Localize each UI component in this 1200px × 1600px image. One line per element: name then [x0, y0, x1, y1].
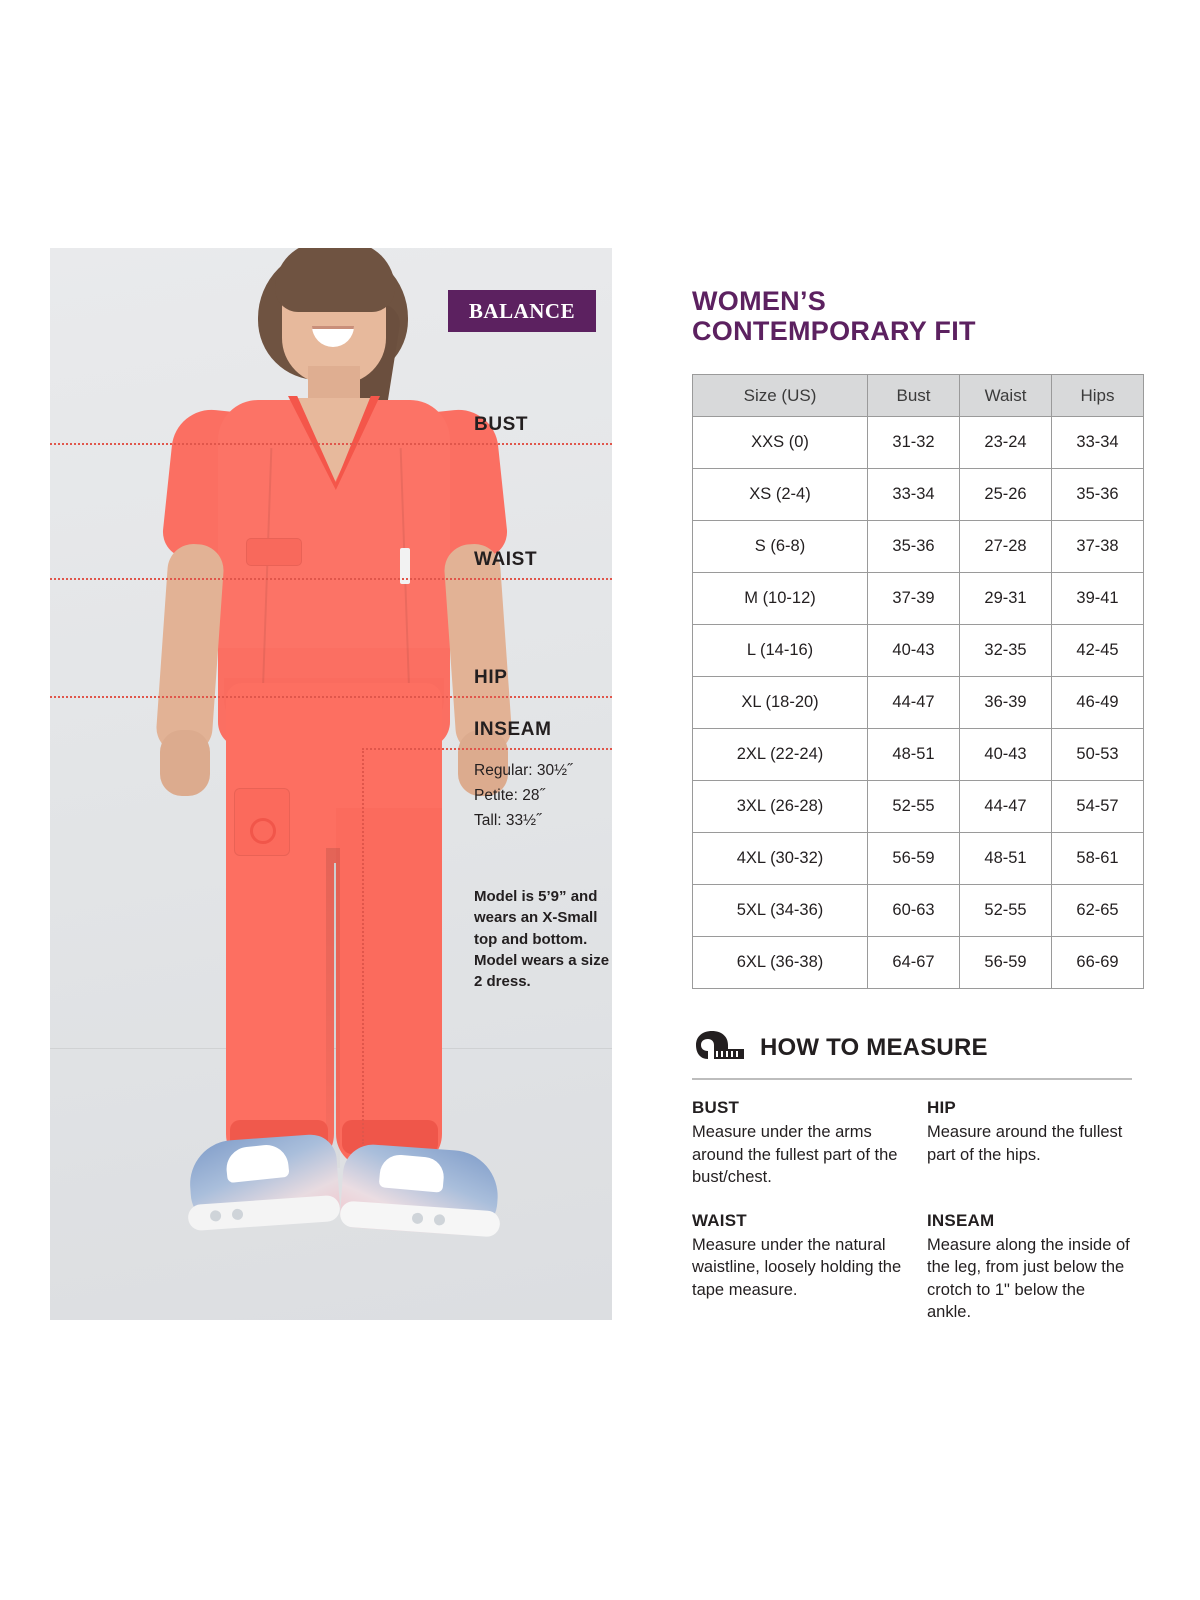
model-description-note: Model is 5’9” and wears an X-Small top and bottom. Model wears a size 2 dress.: [474, 888, 610, 991]
guide-line-inseam-horizontal: [362, 748, 612, 750]
cell-hips: 62-65: [1052, 885, 1144, 937]
guide-label-waist: WAIST: [474, 549, 538, 570]
how-to-measure-grid: [692, 1098, 1132, 1323]
cell-waist: 40-43: [960, 729, 1052, 781]
sneaker-sole-hole: [210, 1210, 222, 1222]
cell-waist: 52-55: [960, 885, 1052, 937]
cell-bust: 48-51: [868, 729, 960, 781]
sneaker-sole-hole: [232, 1208, 244, 1220]
table-header-row: [693, 375, 1144, 417]
measure-desc-inseam: Measure along the inside of the leg, from just below the crotch to 1" below the ankle.: [927, 1235, 1130, 1322]
scrub-jogger-leg-left: [226, 808, 334, 1168]
guide-line-inseam-vertical: [362, 748, 364, 1144]
guide-label-inseam: INSEAM: [474, 719, 552, 740]
cell-bust: 64-67: [868, 937, 960, 989]
sneaker-sole-hole: [434, 1214, 446, 1226]
guide-line-waist: [50, 578, 612, 580]
guide-label-bust: BUST: [474, 414, 529, 435]
cell-size: 2XL (22-24): [693, 729, 868, 781]
column-header-hips: Hips: [1052, 375, 1144, 417]
measure-item-bust: [692, 1098, 927, 1188]
sneaker-sole-hole: [412, 1212, 424, 1224]
cell-hips: 33-34: [1052, 417, 1144, 469]
guide-line-hip: [50, 696, 612, 698]
cell-bust: 44-47: [868, 677, 960, 729]
inseam-note-tall: Tall: 33½˝: [474, 812, 542, 829]
brand-badge-label: BALANCE: [468, 298, 576, 323]
guide-label-hip: HIP: [474, 667, 508, 688]
cell-size: 6XL (36-38): [693, 937, 868, 989]
scrub-top-pocket: [246, 538, 302, 566]
cell-size: 4XL (30-32): [693, 833, 868, 885]
cell-hips: 54-57: [1052, 781, 1144, 833]
cell-waist: 23-24: [960, 417, 1052, 469]
cell-size: L (14-16): [693, 625, 868, 677]
cell-hips: 58-61: [1052, 833, 1144, 885]
section-divider: [692, 1078, 1132, 1080]
column-header-bust: Bust: [868, 375, 960, 417]
measure-desc-hip: Measure around the fullest part of the hips.: [927, 1123, 1123, 1164]
measure-desc-waist: Measure under the natural waistline, loosely holding the tape measure.: [692, 1235, 902, 1299]
table-row: [693, 937, 1144, 989]
table-row: [693, 417, 1144, 469]
tape-measure-icon: [692, 1029, 748, 1066]
cell-waist: 32-35: [960, 625, 1052, 677]
table-row: [693, 573, 1144, 625]
cell-hips: 37-38: [1052, 521, 1144, 573]
cell-size: M (10-12): [693, 573, 868, 625]
scrub-jogger-leg-right: [336, 808, 442, 1168]
cell-hips: 39-41: [1052, 573, 1144, 625]
cell-size: S (6-8): [693, 521, 868, 573]
how-to-measure-header: [692, 1029, 1132, 1066]
model-photo-panel: [50, 248, 612, 1320]
cell-bust: 56-59: [868, 833, 960, 885]
inseam-note-regular: Regular: 30½˝: [474, 762, 573, 779]
table-row: [693, 677, 1144, 729]
table-row: [693, 885, 1144, 937]
table-row: [693, 781, 1144, 833]
measure-item-waist: [692, 1211, 927, 1324]
inseam-note-petite: Petite: 28˝: [474, 787, 545, 804]
guide-line-bust: [50, 443, 612, 445]
cell-waist: 56-59: [960, 937, 1052, 989]
measure-term-hip: HIP: [927, 1098, 956, 1118]
cell-bust: 40-43: [868, 625, 960, 677]
table-row: [693, 625, 1144, 677]
model-arm-left: [155, 542, 226, 755]
cell-size: XL (18-20): [693, 677, 868, 729]
model-hair-front: [275, 248, 395, 312]
cell-hips: 35-36: [1052, 469, 1144, 521]
cell-waist: 25-26: [960, 469, 1052, 521]
measure-item-hip: [927, 1098, 1132, 1188]
brand-badge: [448, 290, 596, 332]
cell-waist: 48-51: [960, 833, 1052, 885]
size-chart-table: [692, 374, 1144, 989]
page-title-line-1: WOMEN’S: [692, 286, 827, 316]
model-hand-left: [160, 730, 210, 796]
cell-size: XS (2-4): [693, 469, 868, 521]
jogger-inseam-shadow: [326, 848, 340, 1168]
cell-waist: 29-31: [960, 573, 1052, 625]
cell-bust: 31-32: [868, 417, 960, 469]
table-row: [693, 521, 1144, 573]
cell-hips: 66-69: [1052, 937, 1144, 989]
measure-term-bust: BUST: [692, 1098, 740, 1118]
cell-size: 3XL (26-28): [693, 781, 868, 833]
cell-hips: 42-45: [1052, 625, 1144, 677]
cell-hips: 46-49: [1052, 677, 1144, 729]
cell-bust: 35-36: [868, 521, 960, 573]
cell-bust: 52-55: [868, 781, 960, 833]
table-row: [693, 833, 1144, 885]
how-to-measure-title: HOW TO MEASURE: [760, 1033, 988, 1061]
jogger-pocket-loop: [250, 818, 276, 844]
cell-hips: 50-53: [1052, 729, 1144, 781]
column-header-size: Size (US): [693, 375, 868, 417]
column-header-waist: Waist: [960, 375, 1052, 417]
cell-waist: 44-47: [960, 781, 1052, 833]
cell-bust: 37-39: [868, 573, 960, 625]
cell-waist: 36-39: [960, 677, 1052, 729]
page-title-line-2: CONTEMPORARY FIT: [692, 316, 976, 347]
cell-waist: 27-28: [960, 521, 1052, 573]
measure-term-waist: WAIST: [692, 1210, 747, 1230]
cell-bust: 60-63: [868, 885, 960, 937]
table-row: [693, 729, 1144, 781]
table-row: [693, 469, 1144, 521]
measure-desc-bust: Measure under the arms around the fullest part of the bust/chest.: [692, 1123, 898, 1187]
measure-item-inseam: [927, 1211, 1132, 1324]
cell-size: 5XL (34-36): [693, 885, 868, 937]
cell-size: XXS (0): [693, 417, 868, 469]
measure-term-inseam: INSEAM: [927, 1210, 995, 1230]
size-guide-panel: [692, 286, 1132, 1324]
page-title: [692, 286, 1132, 346]
cell-bust: 33-34: [868, 469, 960, 521]
